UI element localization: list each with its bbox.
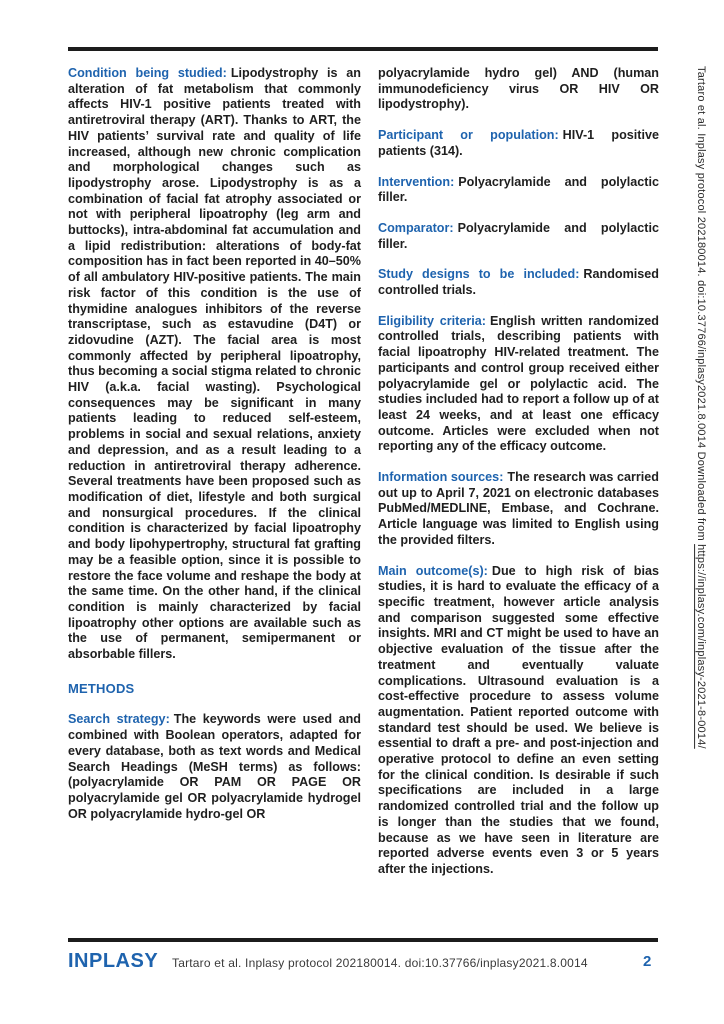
section-label-search-strategy: Search strategy: (68, 712, 170, 727)
section-text-participant: HIV-1 positive patients (314). (378, 128, 659, 158)
page-number: 2 (643, 953, 652, 970)
section-label-participant: Participant or population: (378, 128, 559, 143)
methods-heading: METHODS (68, 680, 135, 696)
section-text-study-designs: Randomised controlled trials. (378, 267, 659, 298)
rotated-sidebar-citation (694, 66, 708, 978)
inplasy-logo: INPLASY (68, 950, 159, 972)
section-label-information-sources: Information sources: (378, 470, 504, 485)
section-label-eligibility-criteria: Eligibility criteria: (378, 313, 486, 328)
footer-citation: Tartaro et al. Inplasy protocol 202180014. doi:10.37766/inplasy2021.8.0014 (172, 956, 588, 970)
section-text-eligibility-criteria: English written randomized controlled trials, describing patients with facial lipoatrophy HIV-related treatment. The participants and control group received either polyacrylamide gel or polylactic acid. The studies included had to report a follow up of at least 24 weeks, and at least one efficacy outcome. Articles were excluded when not reporting any of the efficacy outcome. (378, 313, 659, 454)
paragraph-main-outcomes (378, 564, 659, 878)
section-text-condition: Lipodystrophy is an alteration of fat metabolism that commonly affects HIV-1 positive patients treated with antiretroviral therapy (ART). Thanks to ART, the HIV patients’ survival rate and quality of life increased, although new chronic complication and morphological changes such as lipodystrophy arose. Lipodystrophy is as a combination of facial fat atrophy associated or not with peripheral lipoatrophy (leg arm and buttocks), intra-abdominal fat accumulation and a lipid redistribution: alterations of body-fat composition has in fact been reported in 40–50% of all ambulatory HIV-positive patients. The main risk factor of this condition is the use of thymidine analogues inhibitors of the reverse transcriptase, such as estavudine (D4T) or zidovudine (AZT). The facial area is most commonly affected by peripheral lipoatrophy, thus becoming a social stigma related to chronic HIV (a.k.a. facial wasting). Psychological consequences may be significant in many patients leading to reduced self-esteem, problems in social and sexual relations, anxiety and depression, and as a result leading to a reduction in antiretroviral therapy adherence. Several treatments have been proposed such as modification of diet, lifestyle and both surgical and nonsurgical procedures. If the clinical condition is characterized by facial lipoatrophy and body lipohypertrophy, structural fat grafting may be a feasible option, since it is possible to restore the face volume and reshape the body at the same time. On the other hand, if the clinical condition is mainly characterized by facial lipoatrophy other options are available such as the use of permanent, semipermanent or absorbable fillers. (68, 66, 361, 662)
paragraph-condition-being-studied (68, 66, 361, 663)
section-text-main-outcomes: Due to high risk of bias studies, it is hard to evaluate the efficacy of a specific treatment, however article analysis and comparison suggested some effective insights. MRI and CT might be used to have an objective evaluation of the tissue after the treatment and eventually valuate complications. Ultrasound evaluation is a cost-effective procedure to assess volume augmentation. Patient reported outcome with standard test should be used. We believe is essential to draft a pre- and post-injection and operative protocol to define an even setting for the clinical condition. Is desirable if such specifications are included in a large randomized controlled trial and the follow up is longer than the studies that we found, because as we have seen in literature are reported adverse events even 3 or 5 years after the injections. (378, 563, 660, 876)
section-label-intervention: Intervention: (378, 174, 455, 189)
right-column (378, 66, 659, 893)
paragraph-eligibility-criteria (378, 314, 659, 455)
top-rule (68, 47, 658, 51)
paragraph-participant (378, 128, 659, 159)
section-label-comparator: Comparator: (378, 220, 454, 235)
paragraph-search-strategy (68, 712, 361, 822)
paragraph-search-strategy-continued (378, 66, 659, 113)
paragraph-study-designs (378, 267, 659, 298)
paragraph-intervention (378, 175, 659, 206)
section-label-study-designs: Study designs to be included: (378, 267, 580, 282)
bottom-rule (68, 938, 658, 942)
section-text-search-strategy: The keywords were used and combined with Boolean operators, adapted for every database, both as text words and Medical Search Headings (MeSH terms) as follows: (polyacrylamide OR PAM OR PAGE OR polyacrylamide gel OR polyacrylamide hydrogel OR polyacrylamide hydro-gel OR (68, 712, 361, 821)
section-text-information-sources: The research was carried out up to April 7, 2021 on electronic databases PubMed/MEDLINE, Embase, and Cochrane. Article language was limited to English using the provided filters. (378, 470, 659, 547)
section-text-intervention: Polyacrylamide and polylactic filler. (378, 174, 659, 205)
sidebar-citation-text: Tartaro et al. Inplasy protocol 202180014. doi:10.37766/inplasy2021.8.0014 Downloaded from (695, 66, 707, 545)
section-text-comparator: Polyacrylamide and polylactic filler. (378, 220, 659, 251)
section-label-main-outcomes: Main outcome(s): (378, 563, 488, 578)
section-text-search-strategy-continued: polyacrylamide hydro gel) AND (human immunodeficiency virus OR HIV OR lipodystrophy). (378, 66, 659, 112)
paragraph-information-sources (378, 470, 659, 549)
left-column (68, 66, 361, 837)
section-label-condition: Condition being studied: (68, 66, 227, 80)
paragraph-comparator (378, 221, 659, 252)
sidebar-citation-url[interactable]: https://inplasy.com/inplasy-2021-8-0014/ (695, 544, 707, 749)
